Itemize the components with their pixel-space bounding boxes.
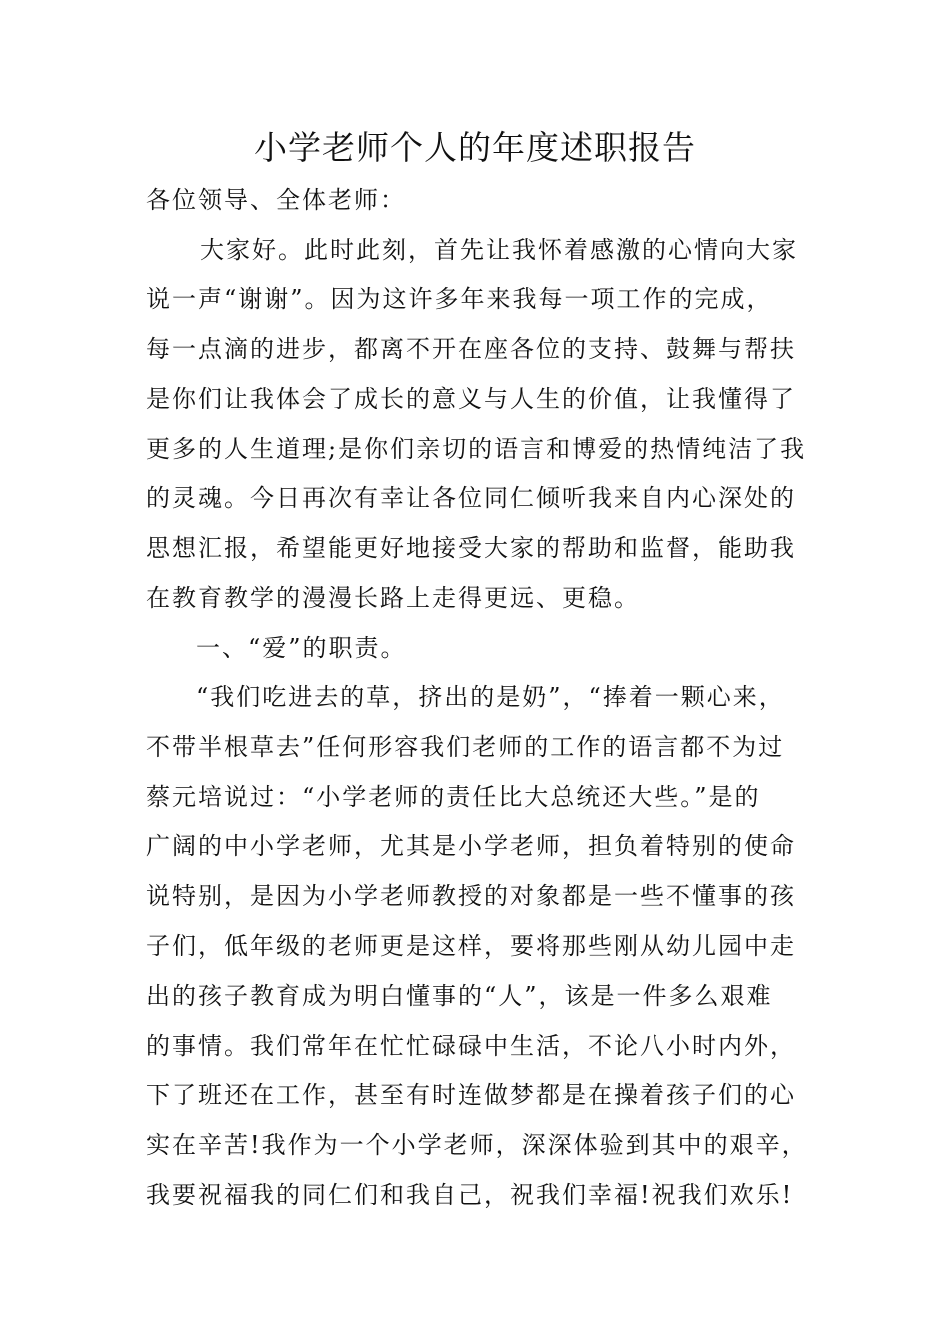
body-line: 实在辛苦!我作为一个小学老师，深深体验到其中的艰辛， [146,1131,808,1159]
document-title: 小学老师个人的年度述职报告 [254,128,696,167]
body-line: 广阔的中小学老师，尤其是小学老师，担负着特别的使命 [146,832,796,860]
body-line: 下了班还在工作，甚至有时连做梦都是在操着孩子们的心 [146,1081,796,1109]
body-line: 子们，低年级的老师更是这样，要将那些刚从幼儿园中走 [146,932,796,960]
body-line: 的灵魂。今日再次有幸让各位同仁倾听我来自内心深处的 [146,484,796,512]
body-line: 说特别，是因为小学老师教授的对象都是一些不懂事的孩 [146,882,796,910]
body-line: 的事情。我们常年在忙忙碌碌中生活，不论八小时内外， [146,1032,796,1060]
body-line: 大家好。此时此刻，首先让我怀着感激的心情向大家 [200,236,798,264]
body-line: “我们吃进去的草，挤出的是奶”，“捧着一颗心来， [196,683,785,711]
body-line: 出的孩子教育成为明白懂事的“人”，该是一件多么艰难 [146,982,773,1010]
body-line: 蔡元培说过：“小学老师的责任比大总统还大些。”是的 [146,783,761,811]
body-line: 在教育教学的漫漫长路上走得更远、更稳。 [146,584,640,612]
salutation-line: 各位领导、全体老师： [146,186,406,214]
body-line: 我要祝福我的同仁们和我自己，祝我们幸福!祝我们欢乐! [146,1181,794,1209]
body-line: 更多的人生道理;是你们亲切的语言和博爱的热情纯洁了我 [146,435,807,463]
body-line: 是你们让我体会了成长的意义与人生的价值，让我懂得了 [146,385,796,413]
body-line: 每一点滴的进步，都离不开在座各位的支持、鼓舞与帮扶 [146,335,796,363]
body-line: 不带半根草去”任何形容我们老师的工作的语言都不为过 [146,733,785,761]
body-line: 说一声“谢谢”。因为这许多年来我每一项工作的完成， [146,285,773,313]
body-line: 思想汇报，希望能更好地接受大家的帮助和监督，能助我 [146,534,796,562]
section-heading: 一、“爱”的职责。 [196,634,407,662]
